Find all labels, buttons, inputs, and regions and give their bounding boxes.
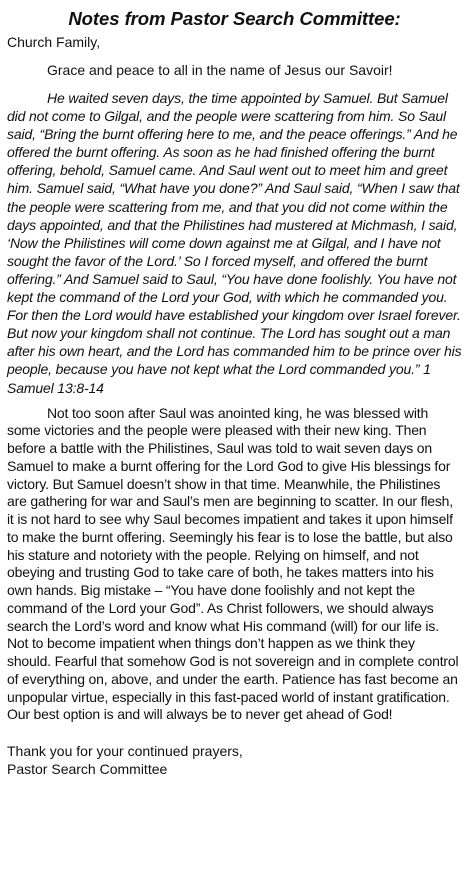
signature: Pastor Search Committee [7, 761, 168, 778]
salutation: Church Family, [7, 34, 101, 50]
scripture-quote-paragraph: He waited seven days, the time appointed by Samuel. But Samuel did not come to Gilgal, and the people were scattering from him. So Saul said, “Bring the burnt offering here to me, and the peace offerings.” And he offered the burnt offering. As soon as he had finished offering the burnt offering, behold, Samuel came. And Saul went out to meet him and greet him. Samuel said, “What have you done?” And Saul said, “When I saw that the people were scattering from me, and that you did not come within the days appointed, and that the Philistines had mustered at Michmash, I said, ‘Now the Philistines will come down against me at Gilgal, and I have not sought the favor of the Lord.’ So I forced myself, and offered the burnt offering.” And Samuel said to Saul, “You have done foolishly. You have not kept the command of the Lord your God, with which he commanded you. For then the Lord would have established your kingdom over Israel forever. But now your kingdom shall not continue. The Lord has sought out a man after his own heart, and the Lord has commanded him to be prince over his people, because you have not kept what the Lord commanded you.” 1 Samuel 13:8-14 [7, 90, 462, 396]
commentary-paragraph: Not too soon after Saul was anointed king, he was blessed with some victories and the people were pleased with their new king. Then before a battle with the Philistines, Saul was told to wait seven days on Samuel to make a burnt offering for the Lord God to give His blessings for victory. But Samuel doesn’t show in that time. Meanwhile, the Philistines are gathering for war and Saul’s men are beginning to scatter. In our flesh, it is not hard to see why Saul becomes impatient and takes it upon himself to make the burnt offering. Seemingly his fear is to lose the battle, but also his stature and notoriety with the people. Relying on himself, and not obeying and trusting God to take care of both, he takes matters into his own hands. Big mistake – “You have done foolishly and not kept the command of the Lord your God”. As Christ followers, we should always search the Lord’s word and know what His command (will) for our life is. Not to become impatient when things don’t happen as we think they should. Fearful that somehow God is not sovereign and in complete control of everything on, above, and under the earth. Patience has fast become an unpopular virtue, especially in this fast-paced world of instant gratification. Our best option is and will always be to never get ahead of God! [7, 404, 459, 723]
closing-line: Thank you for your continued prayers, [7, 743, 243, 760]
greeting-paragraph: Grace and peace to all in the name of Jesus our Savoir! [47, 62, 393, 78]
page-title: Notes from Pastor Search Committee: [68, 8, 401, 29]
